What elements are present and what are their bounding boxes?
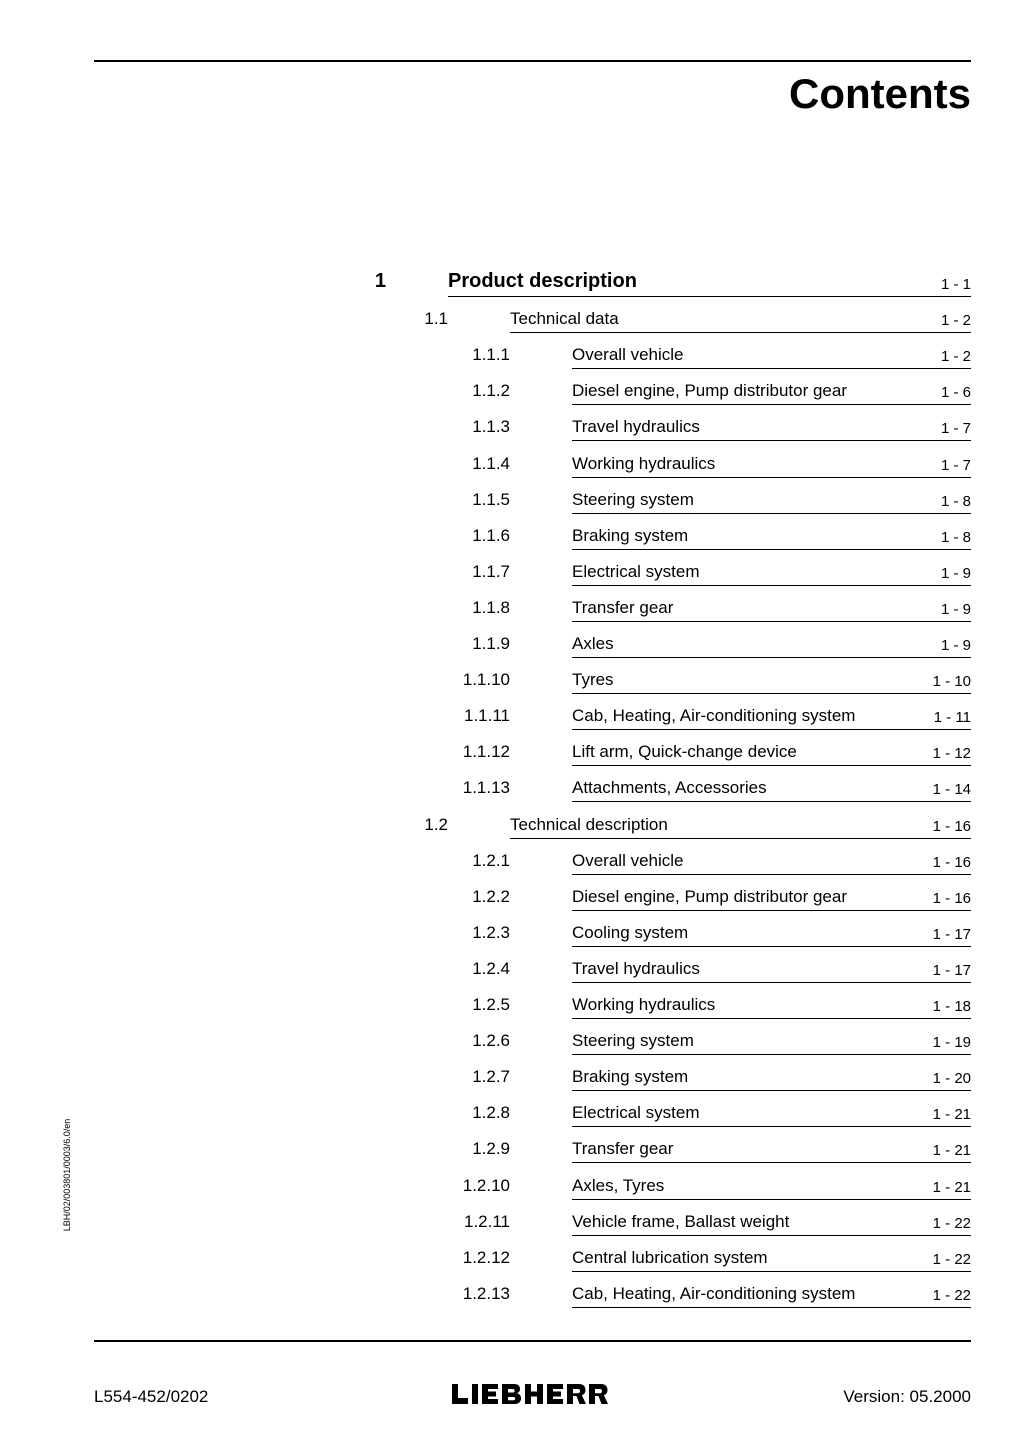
toc-underline (572, 1126, 971, 1127)
toc-entry (0, 842, 1024, 878)
toc-page-number: 1 - 8 (940, 492, 971, 510)
toc-underline (572, 1018, 971, 1019)
toc-section-title: Electrical system (572, 1103, 700, 1123)
toc-section-title: Vehicle frame, Ballast weight (572, 1211, 790, 1231)
toc-underline (572, 513, 971, 514)
toc-entry (0, 1130, 1024, 1166)
toc-underline (572, 404, 971, 405)
toc-entry (0, 408, 1024, 444)
toc-entry (0, 336, 1024, 372)
toc-section-number: 1.2.2 (472, 886, 510, 906)
toc-entry (0, 986, 1024, 1022)
toc-section-title: Axles (572, 634, 614, 653)
toc-section-title: Working hydraulics (572, 453, 716, 473)
toc-section-title: Travel hydraulics (572, 958, 700, 978)
toc-section-title: Cab, Heating, Air-conditioning system (572, 706, 856, 726)
toc-page-number: 1 - 1 (940, 276, 971, 293)
toc-underline (572, 477, 971, 478)
toc-underline (572, 1090, 971, 1091)
toc-section-title: Cooling system (572, 922, 689, 942)
toc-section-number: 1.1.2 (472, 381, 510, 401)
toc-underline (572, 657, 971, 658)
toc-underline (572, 1271, 971, 1272)
toc-entry (0, 300, 1024, 336)
toc-page-number: 1 - 6 (940, 384, 971, 402)
toc-section-number: 1.2.10 (462, 1175, 510, 1195)
toc-section-number: 1.2.8 (472, 1103, 510, 1123)
toc-page-number: 1 - 9 (940, 564, 971, 582)
toc-section-title: Steering system (572, 1031, 694, 1051)
toc-entry (0, 1022, 1024, 1058)
toc-page-number: 1 - 21 (932, 1106, 971, 1124)
toc-underline (572, 910, 971, 911)
toc-section-number: 1.2.7 (472, 1067, 510, 1087)
toc-page-number: 1 - 2 (940, 312, 971, 330)
toc-section-number: 1.2.6 (472, 1031, 510, 1051)
toc-page-number: 1 - 2 (940, 348, 971, 366)
footer-rule (94, 1340, 971, 1342)
toc-entry (0, 1203, 1024, 1239)
footer-version: Version: 05.2000 (843, 1387, 971, 1406)
toc-section-title: Steering system (572, 489, 694, 509)
toc-entry (0, 553, 1024, 589)
toc-entry (0, 697, 1024, 733)
toc-section-number: 1.1.1 (472, 345, 510, 365)
toc-underline (572, 874, 971, 875)
toc-section-number: 1.1.6 (472, 525, 510, 545)
toc-page-number: 1 - 22 (932, 1214, 971, 1232)
toc-section-number: 1.2.5 (472, 995, 510, 1014)
toc-page-number: 1 - 22 (932, 1286, 971, 1304)
toc-section-number: 1.1.9 (472, 634, 510, 653)
toc-underline (572, 946, 971, 947)
toc-page-number: 1 - 17 (932, 925, 971, 943)
toc-entry (0, 625, 1024, 661)
toc-section-number: 1.2.13 (462, 1283, 510, 1303)
toc-section-title: Product description (448, 270, 637, 292)
toc-section-number: 1.1.11 (463, 706, 510, 726)
toc-underline (572, 1054, 971, 1055)
toc-section-number: 1.2.3 (472, 922, 510, 942)
toc-section-number: 1 (374, 270, 386, 292)
toc-section-title: Axles, Tyres (572, 1175, 665, 1195)
toc-page-number: 1 - 22 (932, 1250, 971, 1268)
toc-underline (510, 332, 971, 333)
toc-section-number: 1.2 (424, 814, 448, 834)
toc-section-title: Cab, Heating, Air-conditioning system (572, 1283, 856, 1303)
toc-page-number: 1 - 21 (932, 1142, 971, 1160)
toc-entry (0, 589, 1024, 625)
toc-section-title: Tyres (572, 670, 614, 690)
toc-underline (572, 1162, 971, 1163)
header-rule (94, 60, 971, 62)
toc-section-number: 1.1.7 (472, 561, 510, 581)
toc-underline (572, 585, 971, 586)
toc-entry (0, 950, 1024, 986)
toc-section-title: Attachments, Accessories (572, 778, 767, 798)
toc-page-number: 1 - 19 (932, 1034, 971, 1052)
toc-section-number: 1.1.10 (462, 670, 510, 690)
toc-underline (448, 296, 971, 297)
toc-section-number: 1.1 (424, 309, 448, 329)
toc-section-number: 1.1.5 (472, 489, 510, 509)
toc-underline (572, 765, 971, 766)
toc-section-title: Transfer gear (572, 597, 674, 617)
toc-entry (0, 661, 1024, 697)
toc-section-title: Working hydraulics (572, 995, 716, 1014)
toc-underline (572, 693, 971, 694)
toc-entry (0, 1275, 1024, 1311)
toc-underline (572, 368, 971, 369)
toc-section-number: 1.1.3 (472, 417, 510, 437)
toc-page-number: 1 - 16 (932, 853, 971, 871)
toc-entry (0, 481, 1024, 517)
toc-section-title: Overall vehicle (572, 850, 684, 870)
toc-entry (0, 445, 1024, 481)
toc-underline (572, 1235, 971, 1236)
toc-entry (0, 733, 1024, 769)
toc-section-title: Central lubrication system (572, 1247, 768, 1267)
toc-page-number: 1 - 16 (932, 817, 971, 835)
toc-page-number: 1 - 8 (940, 528, 971, 546)
toc-section-number: 1.2.11 (463, 1211, 510, 1231)
toc-entry (0, 1239, 1024, 1275)
liebherr-logo-icon (452, 1382, 614, 1406)
toc-section-title: Lift arm, Quick-change device (572, 742, 797, 762)
toc-section-number: 1.1.13 (462, 778, 510, 798)
toc-entry (0, 1167, 1024, 1203)
toc-underline (572, 982, 971, 983)
toc-page-number: 1 - 9 (940, 600, 971, 618)
toc-section-number: 1.2.9 (472, 1139, 510, 1159)
toc-entry (0, 914, 1024, 950)
toc-entry (0, 264, 1024, 300)
toc-underline (572, 1307, 971, 1308)
toc-underline (510, 838, 971, 839)
toc-entry (0, 806, 1024, 842)
toc-section-title: Diesel engine, Pump distributor gear (572, 886, 847, 906)
toc-section-title: Technical data (510, 309, 619, 329)
toc-underline (572, 729, 971, 730)
toc-page-number: 1 - 17 (932, 961, 971, 979)
toc-entry (0, 878, 1024, 914)
toc-page-number: 1 - 9 (940, 637, 971, 654)
toc-section-title: Braking system (572, 525, 689, 545)
toc-page-number: 1 - 21 (932, 1178, 971, 1196)
toc-page-number: 1 - 18 (932, 998, 971, 1015)
footer-document-code: L554-452/0202 (94, 1387, 209, 1406)
toc-section-title: Overall vehicle (572, 345, 684, 365)
toc-section-number: 1.1.12 (462, 742, 510, 762)
toc-entry (0, 372, 1024, 408)
toc-underline (572, 801, 971, 802)
page-title: Contents (789, 70, 971, 117)
toc-section-number: 1.1.8 (472, 597, 510, 617)
toc-page-number: 1 - 11 (933, 709, 971, 727)
toc-page-number: 1 - 7 (940, 420, 971, 438)
toc-section-number: 1.1.4 (472, 453, 510, 473)
toc-section-title: Transfer gear (572, 1139, 674, 1159)
toc-section-number: 1.2.1 (472, 850, 510, 870)
toc-section-title: Diesel engine, Pump distributor gear (572, 381, 847, 401)
toc-section-number: 1.2.4 (472, 958, 510, 978)
toc-underline (572, 549, 971, 550)
toc-section-number: 1.2.12 (462, 1247, 510, 1267)
side-document-code: LBH/02/003801/0003/6.0/en (62, 1118, 72, 1232)
toc-section-title: Electrical system (572, 561, 700, 581)
toc-entry (0, 517, 1024, 553)
toc-section-title: Braking system (572, 1067, 689, 1087)
toc-page-number: 1 - 7 (940, 456, 971, 474)
toc-section-title: Technical description (510, 814, 668, 834)
toc-entry (0, 1058, 1024, 1094)
toc-page-number: 1 - 10 (932, 673, 971, 691)
toc-underline (572, 440, 971, 441)
toc-page-number: 1 - 12 (932, 745, 971, 763)
toc-page-number: 1 - 20 (932, 1070, 971, 1088)
toc-underline (572, 1199, 971, 1200)
toc-page-number: 1 - 14 (932, 781, 971, 799)
toc-entry (0, 1094, 1024, 1130)
toc-underline (572, 621, 971, 622)
toc-page-number: 1 - 16 (932, 889, 971, 907)
toc-section-title: Travel hydraulics (572, 417, 700, 437)
toc-entry (0, 769, 1024, 805)
